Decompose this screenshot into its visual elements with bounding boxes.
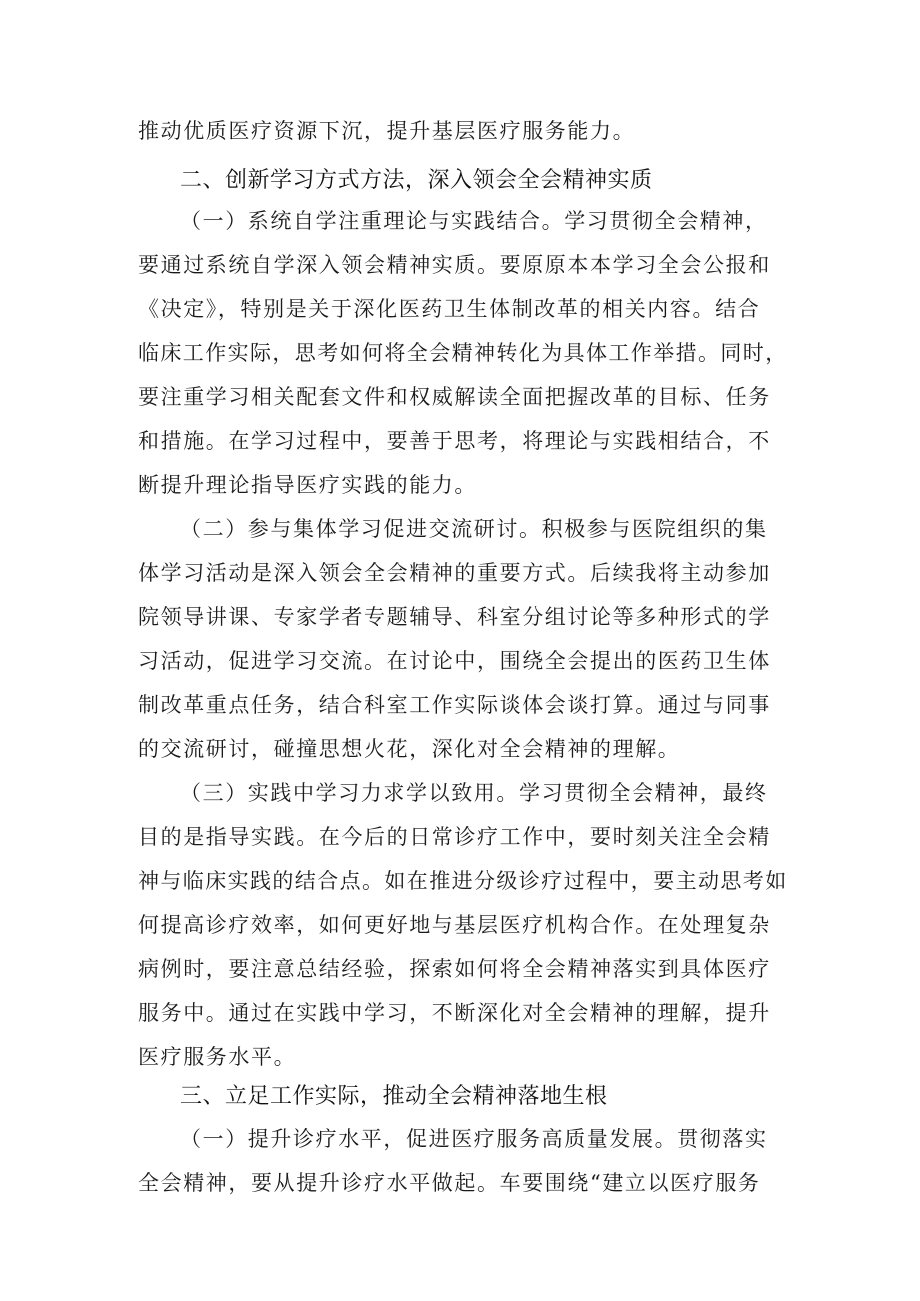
paragraph-line: 目的是指导实践。在今后的日常诊疗工作中，要时刻关注全会精	[138, 825, 771, 849]
paragraph-line: 何提高诊疗效率，如何更好地与基层医疗机构合作。在处理复杂	[138, 913, 771, 937]
paragraph-line: 《决定》，特别是关于深化医药卫生体制改革的相关内容。结合	[138, 297, 761, 321]
paragraph-line: 全会精神，要从提升诊疗水平做起。车要围绕“建立以医疗服务	[138, 1171, 761, 1195]
section-heading-2: 二、创新学习方式方法，深入领会全会精神实质	[180, 168, 653, 193]
section-heading-3: 三、立足工作实际，推动全会精神落地生根	[180, 1084, 608, 1109]
paragraph-line: （二）参与集体学习促进交流研讨。积极参与医院组织的集	[180, 517, 768, 541]
paragraph-line: 制改革重点任务，结合科室工作实际谈体会谈打算。通过与同事	[138, 693, 771, 717]
paragraph-line: （一）系统自学注重理论与实践结合。学习贯彻全会精神，	[180, 209, 768, 233]
paragraph-line: 的交流研讨，碰撞思想火花，深化对全会精神的理解。	[138, 737, 681, 761]
paragraph-line: 病例时，要注意总结经验，探索如何将全会精神落实到具体医疗	[138, 957, 771, 981]
paragraph-line: 和措施。在学习过程中，要善于思考，将理论与实践相结合，不	[138, 429, 771, 453]
paragraph-line: 体学习活动是深入领会全会精神的重要方式。后续我将主动参加	[138, 561, 771, 585]
paragraph-line: 服务中。通过在实践中学习，不断深化对全会精神的理解，提升	[138, 1001, 771, 1025]
text-line: 推动优质医疗资源下沉，提升基层医疗服务能力。	[138, 119, 636, 143]
paragraph-line: （三）实践中学习力求学以致用。学习贯彻全会精神，最终	[180, 781, 768, 805]
paragraph-line: 断提升理论指导医疗实践的能力。	[138, 473, 477, 497]
paragraph-line: 神与临床实践的结合点。如在推进分级诊疗过程中，要主动思考如	[138, 869, 788, 893]
paragraph-line: 临床工作实际，思考如何将全会精神转化为具体工作举措。同时，	[138, 341, 788, 365]
paragraph-line: （一）提升诊疗水平，促进医疗服务高质量发展。贯彻落实	[180, 1127, 768, 1151]
paragraph-line: 习活动，促进学习交流。在讨论中，围绕全会提出的医药卫生体	[138, 649, 771, 673]
paragraph-line: 要注重学习相关配套文件和权威解读全面把握改革的目标、任务	[138, 385, 771, 409]
paragraph-line: 院领导讲课、专家学者专题辅导、科室分组讨论等多种形式的学	[138, 605, 771, 629]
paragraph-line: 医疗服务水平。	[138, 1045, 297, 1069]
paragraph-line: 要通过系统自学深入领会精神实质。要原原本本学习全会公报和	[138, 253, 771, 277]
